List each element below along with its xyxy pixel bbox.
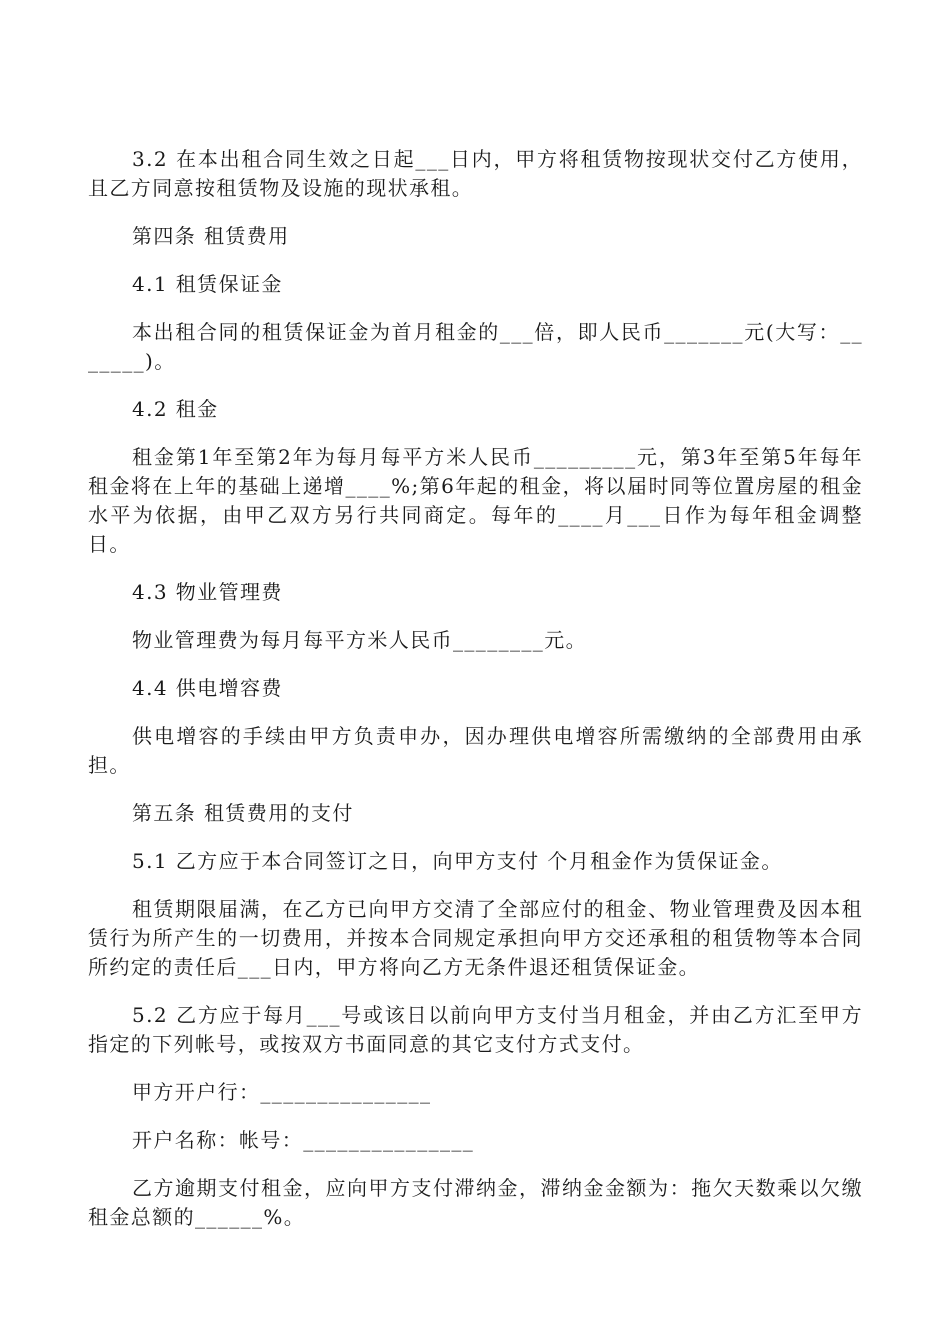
clause-5-1-paragraph: 5.1 乙方应于本合同签订之日，向甲方支付 个月租金作为赁保证金。 (132, 849, 783, 873)
power-capacity-paragraph: 供电增容的手续由甲方负责申办，因办理供电增容所需缴纳的全部费用由承担。 (88, 724, 863, 777)
article-4-heading: 第四条 租赁费用 (132, 224, 290, 248)
bank-name-line: 甲方开户行：_______________ (132, 1080, 432, 1104)
clause-4-1-heading: 4.1 租赁保证金 (132, 272, 283, 296)
document-page (88, 145, 863, 1251)
clause-4-3-heading: 4.3 物业管理费 (132, 580, 283, 604)
clause-4-2-heading: 4.2 租金 (132, 397, 219, 421)
clause-4-4-heading: 4.4 供电增容费 (132, 676, 283, 700)
deposit-refund-paragraph: 租赁期限届满，在乙方已向甲方交清了全部应付的租金、物业管理费及因本租赁行为所产生的一切费用，并按本合同规定承担向甲方交还承租的租赁物等本合同所约定的责任后___日内，甲方将向乙方无条件退还租赁保证金。 (88, 897, 863, 979)
clause-5-2-paragraph: 5.2 乙方应于每月___号或该日以前向甲方支付当月租金，并由乙方汇至甲方指定的下列帐号，或按双方书面同意的其它支付方式支付。 (88, 1003, 863, 1056)
clause-3-2-paragraph: 3.2 在本出租合同生效之日起___日内，甲方将租赁物按现状交付乙方使用，且乙方同意按租赁物及设施的现状承租。 (88, 147, 863, 200)
article-5-heading: 第五条 租赁费用的支付 (132, 801, 354, 825)
account-name-line: 开户名称：帐号：_______________ (132, 1128, 475, 1152)
property-fee-paragraph: 物业管理费为每月每平方米人民币________元。 (132, 628, 587, 652)
rent-paragraph: 租金第1年至第2年为每月每平方米人民币_________元，第3年至第5年每年租金将在上年的基础上递增____%;第6年起的租金，将以届时同等位置房屋的租金水平为依据，由甲乙双方另行共同商定。每年的____月___日作为每年租金调整日。 (88, 445, 863, 556)
deposit-paragraph: 本出租合同的租赁保证金为首月租金的___倍，即人民币_______元(大写：_______)。 (88, 320, 863, 373)
late-fee-paragraph: 乙方逾期支付租金，应向甲方支付滞纳金，滞纳金金额为：拖欠天数乘以欠缴租金总额的______%。 (88, 1176, 863, 1229)
